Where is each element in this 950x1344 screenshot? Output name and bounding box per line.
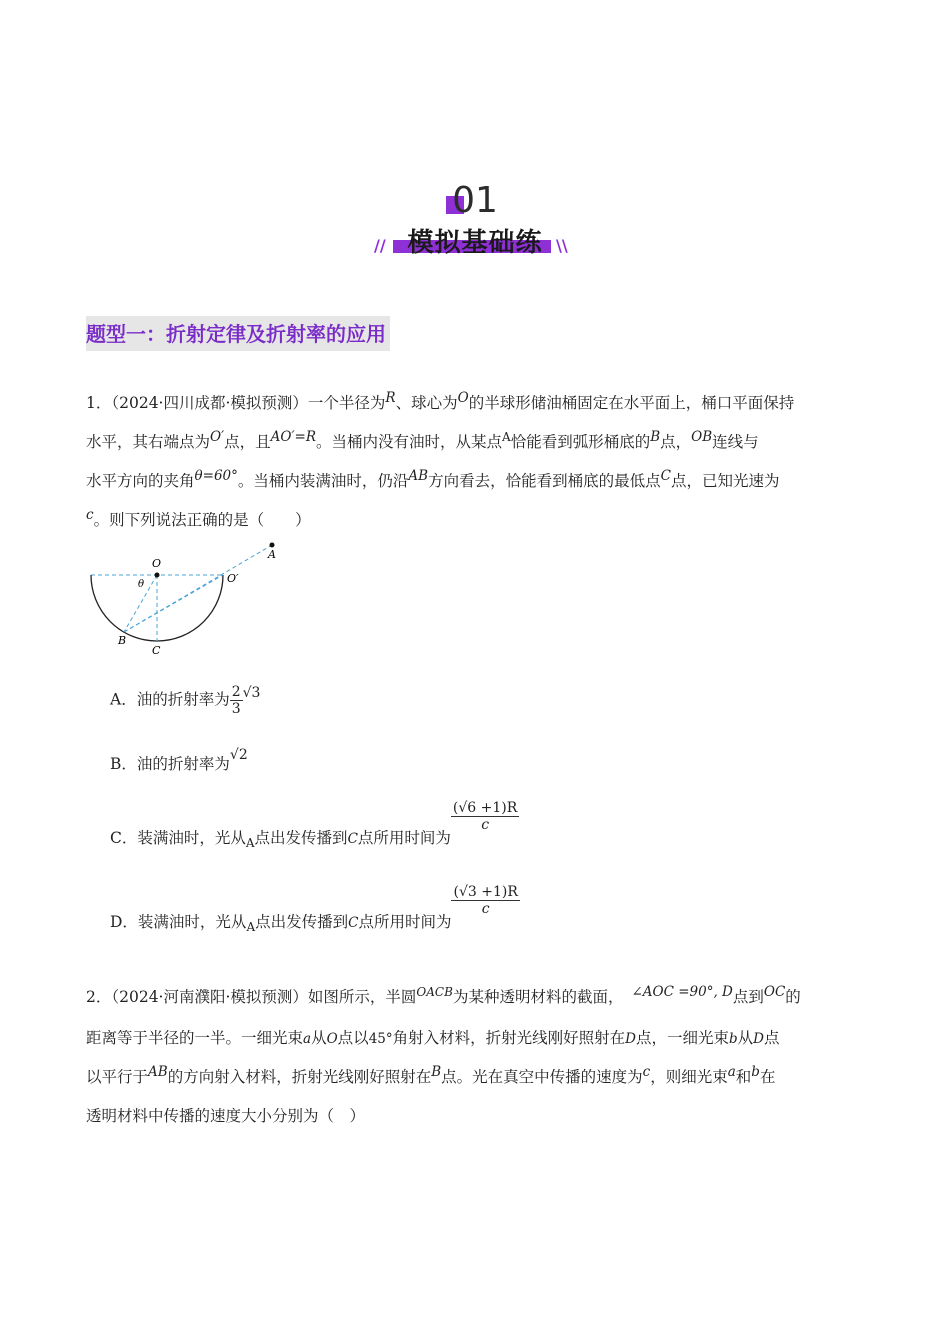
title-right-mark: \\ xyxy=(556,236,568,255)
q2-line-2: 距离等于半径的一半。一细光束a从O点以45°角射入材料，折射光线刚好照射在D点，一细光束b从D点 xyxy=(86,1029,780,1047)
q1-line-4: c。则下列说法正确的是（ ） xyxy=(86,507,311,529)
q1-figure xyxy=(86,538,286,660)
section-heading: 题型一：折射定律及折射率的应用 xyxy=(86,316,390,351)
q1-line-3: 水平方向的夹角θ=60°。当桶内装满油时，仍沿AB方向看去，恰能看到桶底的最低点C点，已知光速为 xyxy=(86,468,780,490)
label-theta: θ xyxy=(138,579,145,590)
label-a: A xyxy=(268,548,276,561)
option-c-fraction: $\frac{(√6 +1)R}{c}$ xyxy=(452,800,518,833)
option-d-fraction: $\frac{(√3 +1)R}{c}$ xyxy=(453,884,518,917)
title-left-mark: // xyxy=(374,236,386,255)
label-o-prime: O′ xyxy=(227,572,239,585)
point-o xyxy=(155,573,160,578)
point-a xyxy=(270,543,275,548)
q1-option-b[interactable]: B．油的折射率为√2 xyxy=(110,747,248,773)
question-2 xyxy=(86,976,866,1135)
label-b: B xyxy=(118,634,127,647)
q1-line-1: 1．（2024·四川成都·模拟预测）一个半径为R、球心为O的半球形储油桶固定在水平面上，桶口平面保持 xyxy=(86,390,795,412)
label-o: O xyxy=(152,557,162,570)
q1-option-d[interactable]: D．装满油时，光从$_A$点出发传播到C点所用时间为 $\frac{(√3 +1)R}{c}$ xyxy=(110,884,518,934)
q2-line-4: 透明材料中传播的速度大小分别为（ ） xyxy=(86,1107,366,1125)
label-c: C xyxy=(152,644,161,657)
q1-option-c[interactable]: C．装满油时，光从$_A$点出发传播到C点所用时间为 $\frac{(√6 +1)R}{c}$ xyxy=(110,800,518,850)
ab-line xyxy=(124,545,272,632)
question-1 xyxy=(86,384,866,540)
page-title: 模拟基础练 xyxy=(407,228,543,258)
q2-line-1: 2．（2024·河南濮阳·模拟预测）如图所示，半圆$^{OACB}$为某种透明材料的截面， ∠AOC =90°, D点到OC的 xyxy=(86,984,801,1006)
option-a-fraction: $\frac{2}{3}$ xyxy=(231,684,241,717)
title-number: 01 xyxy=(452,180,498,221)
q1-option-a[interactable]: A．油的折射率为 $\frac{2}{3}$ √3 xyxy=(110,684,261,717)
q1-line-2: 水平，其右端点为O′点，且AO′=R。当桶内没有油时，从某点$^A$恰能看到弧形桶底的B点，OB连线与 xyxy=(86,429,759,451)
q2-line-3: 以平行于AB的方向射入材料，折射光线刚好照射在B点。光在真空中传播的速度为c，则细光束a和b在 xyxy=(86,1064,776,1086)
